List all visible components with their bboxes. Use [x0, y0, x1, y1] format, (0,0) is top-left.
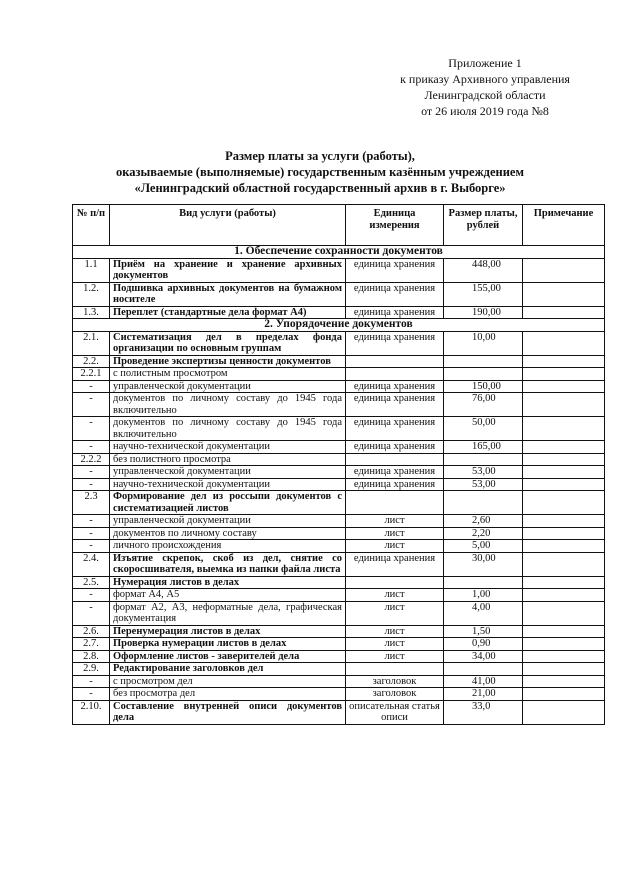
row-unit: единица хранения	[346, 441, 444, 454]
row-unit: лист	[346, 625, 444, 638]
row-price: 53,00	[444, 478, 523, 491]
row-unit: единица хранения	[346, 466, 444, 479]
row-service-name: Проведение экспертизы ценности документов	[110, 355, 346, 368]
row-service-name: управленческой документации	[110, 466, 346, 479]
row-price: 41,00	[444, 675, 523, 688]
row-price: 33,0	[444, 700, 523, 724]
row-note	[523, 515, 605, 528]
row-price	[444, 453, 523, 466]
table-row	[73, 441, 605, 454]
row-unit: лист	[346, 515, 444, 528]
table-row	[73, 453, 605, 466]
row-note	[523, 453, 605, 466]
table-row	[73, 688, 605, 701]
row-price: 34,00	[444, 650, 523, 663]
title-line-1: Размер платы за услуги (работы),	[225, 149, 415, 163]
row-price: 2,20	[444, 527, 523, 540]
row-note	[523, 576, 605, 589]
header-price: Размер платы, рублей	[444, 205, 523, 246]
section-header-row	[73, 319, 605, 332]
row-service-name: Оформление листов - заверителей дела	[110, 650, 346, 663]
row-price	[444, 576, 523, 589]
row-number: 2.1.	[73, 331, 110, 355]
row-number: 2.2.1	[73, 368, 110, 381]
row-number: -	[73, 527, 110, 540]
row-unit	[346, 355, 444, 368]
row-price: 0,90	[444, 638, 523, 651]
row-number: -	[73, 589, 110, 602]
row-number: 2.9.	[73, 663, 110, 676]
row-note	[523, 306, 605, 319]
row-unit: единица хранения	[346, 306, 444, 319]
row-note	[523, 601, 605, 625]
row-service-name: Нумерация листов в делах	[110, 576, 346, 589]
row-unit: лист	[346, 650, 444, 663]
row-price: 21,00	[444, 688, 523, 701]
table-row	[73, 576, 605, 589]
row-unit: описательная статья описи	[346, 700, 444, 724]
header-num: № п/п	[73, 205, 110, 246]
row-unit: лист	[346, 601, 444, 625]
row-number: -	[73, 417, 110, 441]
row-service-name: с полистным просмотром	[110, 368, 346, 381]
title-line-2: оказываемые (выполняемые) государственным казённым учреждением	[115, 165, 524, 179]
row-number: -	[73, 380, 110, 393]
row-number: 1.2.	[73, 282, 110, 306]
table-body	[73, 246, 605, 725]
row-number: 2.10.	[73, 700, 110, 724]
row-service-name: Подшивка архивных документов на бумажном носителе	[110, 282, 346, 306]
row-unit	[346, 368, 444, 381]
table-header-row	[73, 205, 605, 246]
header-note: Примечание	[523, 205, 605, 246]
row-number: -	[73, 540, 110, 553]
row-unit	[346, 663, 444, 676]
row-note	[523, 589, 605, 602]
row-price	[444, 491, 523, 515]
table-row	[73, 650, 605, 663]
row-price: 165,00	[444, 441, 523, 454]
row-number: -	[73, 466, 110, 479]
row-number: -	[73, 393, 110, 417]
row-unit: единица хранения	[346, 331, 444, 355]
row-service-name: Систематизация дел в пределах фонда организации по основным группам	[110, 331, 346, 355]
table-row	[73, 491, 605, 515]
row-service-name: Приём на хранение и хранение архивных документов	[110, 258, 346, 282]
row-service-name: Изъятие скрепок, скоб из дел, снятие со скоросшивателя, выемка из папки файла листа	[110, 552, 346, 576]
row-price	[444, 663, 523, 676]
row-service-name: формат А4, А5	[110, 589, 346, 602]
section-title: 2. Упорядочение документов	[73, 319, 605, 332]
row-price: 2,60	[444, 515, 523, 528]
row-service-name: документов по личному составу	[110, 527, 346, 540]
price-table	[72, 204, 605, 725]
appendix-line-3: Ленинградской области	[424, 88, 546, 102]
row-service-name: управленческой документации	[110, 380, 346, 393]
row-note	[523, 331, 605, 355]
row-unit: единица хранения	[346, 258, 444, 282]
table-row	[73, 380, 605, 393]
row-price: 5,00	[444, 540, 523, 553]
table-row	[73, 393, 605, 417]
row-number: -	[73, 675, 110, 688]
row-note	[523, 466, 605, 479]
row-number: -	[73, 441, 110, 454]
row-number: -	[73, 601, 110, 625]
section-header-row	[73, 246, 605, 259]
row-note	[523, 478, 605, 491]
row-unit	[346, 453, 444, 466]
row-number: -	[73, 515, 110, 528]
row-service-name: Проверка нумерации листов в делах	[110, 638, 346, 651]
row-unit: лист	[346, 638, 444, 651]
row-note	[523, 700, 605, 724]
table-row	[73, 331, 605, 355]
row-service-name: документов по личному составу до 1945 года включительно	[110, 417, 346, 441]
row-unit: лист	[346, 527, 444, 540]
table-row	[73, 306, 605, 319]
table-row	[73, 675, 605, 688]
row-price: 1,00	[444, 589, 523, 602]
row-note	[523, 368, 605, 381]
row-note	[523, 527, 605, 540]
table-row	[73, 527, 605, 540]
row-number: 2.3	[73, 491, 110, 515]
table-row	[73, 663, 605, 676]
table-row	[73, 638, 605, 651]
row-service-name: формат А2, А3, неформатные дела, графическая документация	[110, 601, 346, 625]
row-number: 1.1	[73, 258, 110, 282]
row-service-name: научно-технической документации	[110, 478, 346, 491]
row-service-name: научно-технической документации	[110, 441, 346, 454]
row-note	[523, 380, 605, 393]
row-price: 1,50	[444, 625, 523, 638]
row-service-name: Составление внутренней описи документов дела	[110, 700, 346, 724]
row-unit: единица хранения	[346, 417, 444, 441]
row-note	[523, 663, 605, 676]
table-row	[73, 258, 605, 282]
row-service-name: без полистного просмотра	[110, 453, 346, 466]
row-unit: единица хранения	[346, 478, 444, 491]
row-unit: лист	[346, 589, 444, 602]
table-row	[73, 466, 605, 479]
table-row	[73, 601, 605, 625]
document-title	[60, 148, 580, 196]
row-unit: единица хранения	[346, 552, 444, 576]
table-row	[73, 700, 605, 724]
row-note	[523, 540, 605, 553]
row-note	[523, 282, 605, 306]
table-row	[73, 515, 605, 528]
row-price: 155,00	[444, 282, 523, 306]
row-price	[444, 368, 523, 381]
table-row	[73, 540, 605, 553]
row-price: 4,00	[444, 601, 523, 625]
appendix-line-1: Приложение 1	[448, 56, 522, 70]
row-price: 76,00	[444, 393, 523, 417]
row-note	[523, 688, 605, 701]
row-note	[523, 258, 605, 282]
row-service-name: документов по личному составу до 1945 года включительно	[110, 393, 346, 417]
row-note	[523, 393, 605, 417]
row-number: 2.7.	[73, 638, 110, 651]
section-title: 1. Обеспечение сохранности документов	[73, 246, 605, 259]
title-line-3: «Ленинградский областной государственный архив в г. Выборге»	[134, 181, 506, 195]
row-price	[444, 355, 523, 368]
row-note	[523, 552, 605, 576]
row-number: 1.3.	[73, 306, 110, 319]
header-name: Вид услуги (работы)	[110, 205, 346, 246]
row-unit: заголовок	[346, 688, 444, 701]
row-unit	[346, 576, 444, 589]
table-row	[73, 417, 605, 441]
row-service-name: личного происхождения	[110, 540, 346, 553]
row-unit: единица хранения	[346, 393, 444, 417]
table-row	[73, 589, 605, 602]
table-row	[73, 478, 605, 491]
row-note	[523, 650, 605, 663]
row-service-name: с просмотром дел	[110, 675, 346, 688]
row-service-name: без просмотра дел	[110, 688, 346, 701]
row-note	[523, 441, 605, 454]
row-price: 50,00	[444, 417, 523, 441]
row-note	[523, 638, 605, 651]
row-note	[523, 355, 605, 368]
appendix-line-2: к приказу Архивного управления	[400, 72, 570, 86]
row-number: 2.6.	[73, 625, 110, 638]
table-row	[73, 355, 605, 368]
row-number: 2.2.	[73, 355, 110, 368]
row-number: 2.5.	[73, 576, 110, 589]
row-number: 2.8.	[73, 650, 110, 663]
appendix-header	[360, 55, 610, 119]
appendix-line-4: от 26 июля 2019 года №8	[421, 104, 549, 118]
row-number: -	[73, 688, 110, 701]
header-unit: Единица измерения	[346, 205, 444, 246]
row-note	[523, 625, 605, 638]
row-note	[523, 491, 605, 515]
row-price: 30,00	[444, 552, 523, 576]
table-row	[73, 625, 605, 638]
row-price: 150,00	[444, 380, 523, 393]
row-service-name: Переплет (стандартные дела формат А4)	[110, 306, 346, 319]
table-row	[73, 552, 605, 576]
row-service-name: Редактирование заголовков дел	[110, 663, 346, 676]
row-price: 53,00	[444, 466, 523, 479]
row-unit: единица хранения	[346, 282, 444, 306]
row-price: 448,00	[444, 258, 523, 282]
row-note	[523, 417, 605, 441]
row-price: 190,00	[444, 306, 523, 319]
row-number: 2.4.	[73, 552, 110, 576]
row-note	[523, 675, 605, 688]
table-row	[73, 368, 605, 381]
table-row	[73, 282, 605, 306]
row-service-name: управленческой документации	[110, 515, 346, 528]
row-unit: лист	[346, 540, 444, 553]
row-service-name: Формирование дел из россыпи документов с систематизацией листов	[110, 491, 346, 515]
row-price: 10,00	[444, 331, 523, 355]
row-number: 2.2.2	[73, 453, 110, 466]
row-service-name: Перенумерация листов в делах	[110, 625, 346, 638]
row-unit: единица хранения	[346, 380, 444, 393]
row-unit: заголовок	[346, 675, 444, 688]
row-unit	[346, 491, 444, 515]
row-number: -	[73, 478, 110, 491]
